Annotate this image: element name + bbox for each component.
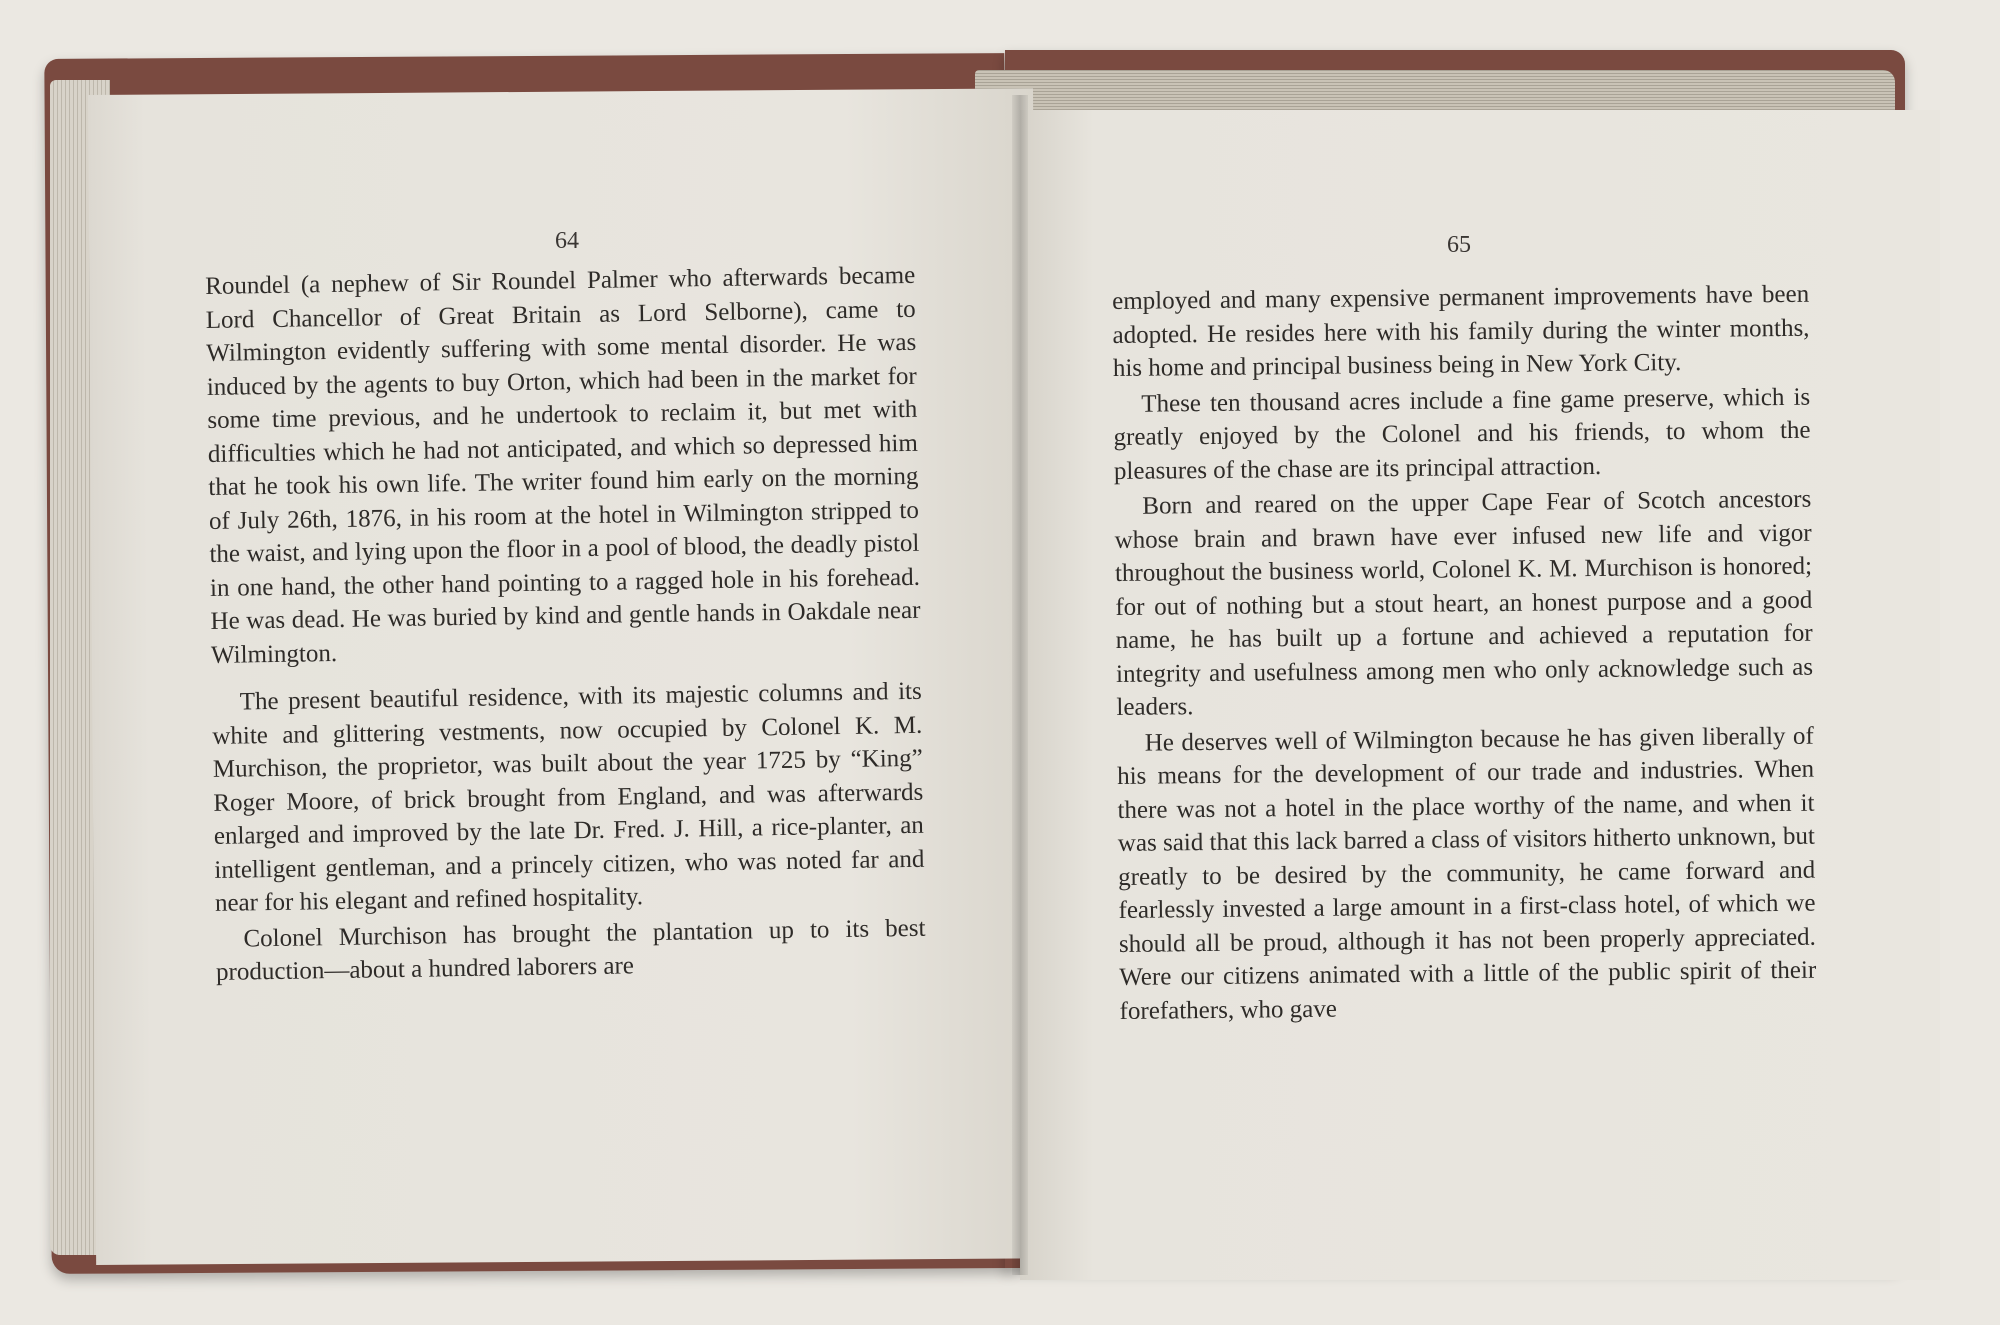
- right-page-number: 65: [1447, 232, 1471, 258]
- left-page-number: 64: [555, 228, 579, 254]
- right-paragraph-4: He deserves well of Wilmington because he has given liberally of his means for the development of our trade and industries. When there was not a hotel in the place worthy of the name, and when it was said that this lack barred a class of visitors hitherto unknown, but greatly to be desired by the community, he came forward and fearlessly invested a large amount in a first-class hotel, of which we should all be proud, although it has not been properly appreciated. Were our citizens animated with a little of the public spirit of their forefathers, who gave: [1117, 722, 1817, 1025]
- left-paragraph-1: Roundel (a nephew of Sir Roundel Palmer who afterwards became Lord Chancellor of Great Britain as Lord Selborne), came to Wilmington evidently suffering with some mental disorder. He was induced by the agents to buy Orton, which had been in the market for some time previous, and he undertook to reclaim it, but met with difficulties which he had not anticipated, and which so depressed him that he took his own life. The writer found him early on the morning of July 26th, 1876, in his room at the hotel in Wilmington stripped to the waist, and lying upon the floor in a pool of blood, the deadly pistol in one hand, the other hand pointing to a ragged hole in his forehead. He was dead. He was buried by kind and gentle hands in Oakdale near Wilmington.: [205, 261, 921, 669]
- left-paragraph-2: The present beautiful residence, with its majestic columns and its white and glittering vestments, now occupied by Colonel K. M. Murchison, the proprietor, was built about the year 1725 by “King” Roger Moore, of brick brought from England, and was afterwards enlarged and improved by the late Dr. Fred. J. Hill, a rice-planter, an intelligent gentleman, and a princely citizen, who was noted far and near for his elegant and refined hospitality.: [212, 677, 925, 917]
- left-paragraph-3: Colonel Murchison has brought the plantation up to its best production—about a hundred laborers are: [215, 914, 926, 986]
- right-page-text: [1112, 278, 1817, 1030]
- book-gutter: [1012, 95, 1028, 1275]
- right-paragraph-1: employed and many expensive permanent improvements have been adopted. He resides here with his family during the winter months, his home and principal business being in New York City.: [1112, 280, 1810, 382]
- right-paragraph-3: Born and reared on the upper Cape Fear of Scotch ancestors whose brain and brawn have ever infused new life and vigor throughout the business world, Colonel K. M. Murchison is honored; for out of nothing but a stout heart, an honest purpose and a good name, he has built up a fortune and achieved a reputation for integrity and usefulness among men who only acknowledge such as leaders.: [1114, 485, 1814, 721]
- left-page-text: [205, 259, 926, 1004]
- right-paragraph-2: These ten thousand acres include a fine game preserve, which is greatly enjoyed by the Colonel and his friends, to whom the pleasures of the chase are its principal attraction.: [1113, 383, 1811, 485]
